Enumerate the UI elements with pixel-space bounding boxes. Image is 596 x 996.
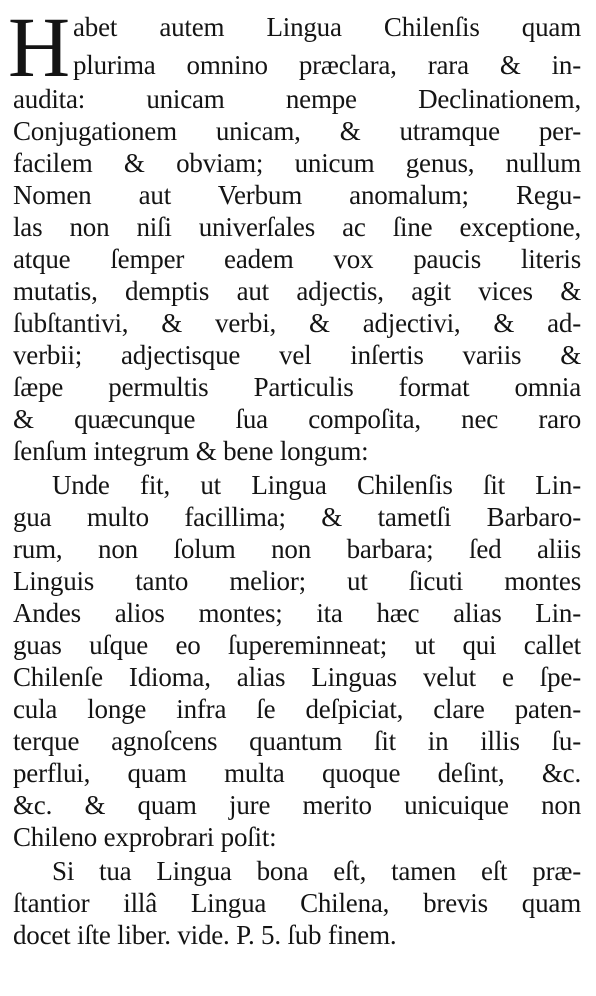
paragraph-1-line-9: mutatis, demptis aut adjectis, agit vices & — [13, 276, 581, 306]
paragraph-1-line-13: & quæcunque ſua compoſita, nec raro — [13, 404, 581, 434]
paragraph-2-line-1: Unde fit, ut Lingua Chilenſis ſit Lin- — [52, 470, 581, 500]
paragraph-3-line-2: ſtantior illâ Lingua Chilena, brevis quam — [13, 888, 581, 918]
paragraph-1-line-5: facilem & obviam; unicum genus, nullum — [13, 148, 581, 178]
paragraph-1-line-4: Conjugationem unicam, & utramque per- — [13, 116, 581, 146]
paragraph-2-line-10: perflui, quam multa quoque deſint, &c. — [13, 758, 581, 788]
paragraph-1-line-14: ſenſum integrum & bene longum: — [13, 436, 369, 466]
paragraph-2-line-5: Andes alios montes; ita hæc alias Lin- — [13, 598, 581, 628]
paragraph-1-line-8: atque ſemper eadem vox paucis literis — [13, 244, 581, 274]
paragraph-2-line-2: gua multo facillima; & tametſi Barbaro- — [13, 502, 581, 532]
paragraph-1-line-2: plurima omnino præclara, rara & in- — [73, 50, 581, 80]
paragraph-2-line-6: guas uſque eo ſupereminneat; ut qui callet — [13, 630, 581, 660]
paragraph-2-line-4: Linguis tanto melior; ut ſicuti montes — [13, 566, 581, 596]
paragraph-1-line-3: audita: unicam nempe Declinationem, — [13, 84, 581, 114]
paragraph-2-line-12: Chileno exprobrari poſit: — [13, 822, 277, 852]
paragraph-3-line-1: Si tua Lingua bona eſt, tamen eſt præ- — [52, 856, 581, 886]
paragraph-1-line-12: ſæpe permultis Particulis format omnia — [13, 372, 581, 402]
paragraph-2-line-11: &c. & quam jure merito unicuique non — [13, 790, 581, 820]
paragraph-2-line-8: cula longe infra ſe deſpiciat, clare paten- — [13, 694, 581, 724]
paragraph-1-line-10: ſubſtantivi, & verbi, & adjectivi, & ad- — [13, 308, 581, 338]
paragraph-2-line-9: terque agnoſcens quantum ſit in illis ſu- — [13, 726, 581, 756]
paragraph-1-line-7: las non niſi univerſales ac ſine exceptione, — [13, 212, 581, 242]
paragraph-2-line-7: Chilenſe Idioma, alias Linguas velut e ſpe- — [13, 662, 581, 692]
drop-cap-initial: H — [8, 0, 71, 95]
paragraph-1-line-11: verbii; adjectisque vel inſertis variis & — [13, 340, 581, 370]
paragraph-3-line-3: docet iſte liber. vide. P. 5. ſub finem. — [13, 920, 397, 950]
paragraph-1-line-6: Nomen aut Verbum anomalum; Regu- — [13, 180, 581, 210]
paragraph-2-line-3: rum, non ſolum non barbara; ſed aliis — [13, 534, 581, 564]
paragraph-1-line-1: abet autem Lingua Chilenſis quam — [73, 12, 581, 42]
